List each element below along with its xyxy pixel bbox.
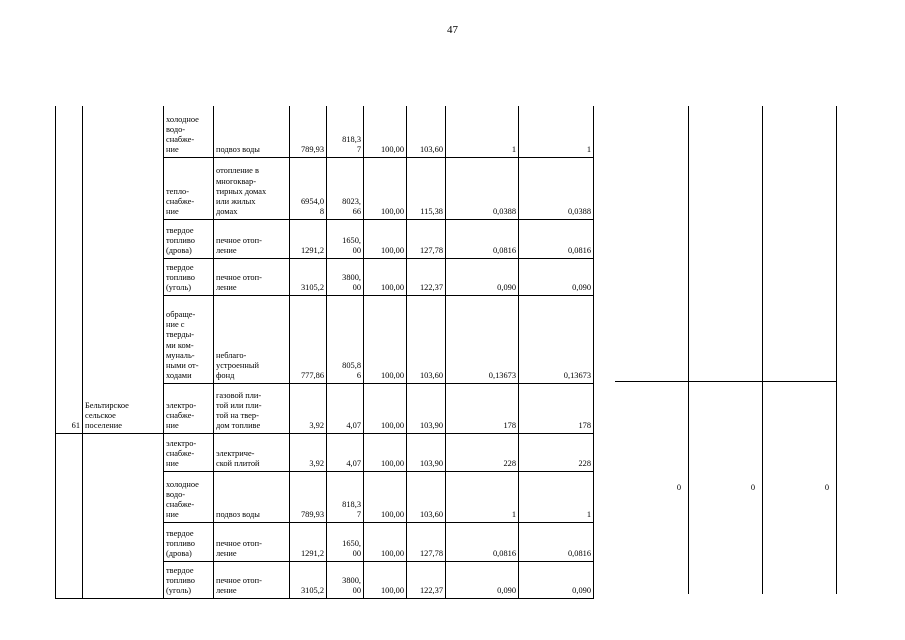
table-row xyxy=(56,433,594,471)
cell-v6: 0,0816 xyxy=(519,522,594,561)
cell-num xyxy=(56,258,83,295)
cell-v6: 1 xyxy=(519,106,594,157)
cell-v4: 103,60 xyxy=(407,106,446,157)
cell-v1: 789,93 xyxy=(290,106,327,157)
cell-num: 61 xyxy=(56,383,83,433)
table-row xyxy=(56,471,594,522)
cell-direction: печное отоп- ление xyxy=(214,522,290,561)
cell-v6: 228 xyxy=(519,433,594,471)
cell-v4: 103,90 xyxy=(407,383,446,433)
cell-name xyxy=(83,258,164,295)
table-row xyxy=(56,522,594,561)
cell-num xyxy=(56,157,83,219)
cell-v2: 3800, 00 xyxy=(327,258,364,295)
cell-name xyxy=(83,561,164,598)
cell-v1: 3,92 xyxy=(290,433,327,471)
cell-name xyxy=(83,219,164,258)
cell-service: холодное водо- снабже- ние xyxy=(164,106,214,157)
cell-v2: 1650, 00 xyxy=(327,219,364,258)
cell-name xyxy=(83,433,164,471)
cell-direction: печное отоп- ление xyxy=(214,561,290,598)
cell-v4: 127,78 xyxy=(407,522,446,561)
table-row xyxy=(56,383,594,433)
cell-v1: 3105,2 xyxy=(290,561,327,598)
cell-v4: 103,60 xyxy=(407,471,446,522)
cell-v1: 789,93 xyxy=(290,471,327,522)
column-divider xyxy=(762,106,763,594)
cell-v4: 103,90 xyxy=(407,433,446,471)
cell-service: электро- снабже- ние xyxy=(164,433,214,471)
cell-num xyxy=(56,561,83,598)
cell-v5: 0,090 xyxy=(446,258,519,295)
cell-v6: 0,090 xyxy=(519,561,594,598)
cell-name xyxy=(83,106,164,157)
cell-name xyxy=(83,522,164,561)
cell-v1: 1291,2 xyxy=(290,219,327,258)
cell-direction: газовой пли- той или пли- той на твер- дом топливе xyxy=(214,383,290,433)
group-top-border xyxy=(615,381,837,382)
cell-num xyxy=(56,106,83,157)
cell-v3: 100,00 xyxy=(364,471,407,522)
cell-v1: 3105,2 xyxy=(290,258,327,295)
cell-service: твердое топливо (дрова) xyxy=(164,522,214,561)
cell-direction: печное отоп- ление xyxy=(214,258,290,295)
cell-v2: 4,07 xyxy=(327,383,364,433)
cell-service: тепло- снабже- ние xyxy=(164,157,214,219)
cell-v3: 100,00 xyxy=(364,295,407,383)
column-divider xyxy=(836,106,837,594)
cell-num xyxy=(56,433,83,471)
cell-v4: 127,78 xyxy=(407,219,446,258)
cell-v2: 818,3 7 xyxy=(327,106,364,157)
cell-service: электро- снабже- ние xyxy=(164,383,214,433)
cell-num xyxy=(56,219,83,258)
cell-name xyxy=(83,471,164,522)
cell-service: холодное водо- снабже- ние xyxy=(164,471,214,522)
side-value: 0 xyxy=(750,483,756,492)
cell-v5: 1 xyxy=(446,106,519,157)
cell-service: твердое топливо (уголь) xyxy=(164,561,214,598)
cell-v4: 115,38 xyxy=(407,157,446,219)
cell-v2: 3800, 00 xyxy=(327,561,364,598)
cell-v1: 3,92 xyxy=(290,383,327,433)
cell-v3: 100,00 xyxy=(364,219,407,258)
cell-v5: 178 xyxy=(446,383,519,433)
cell-num xyxy=(56,295,83,383)
cell-v3: 100,00 xyxy=(364,157,407,219)
cell-v3: 100,00 xyxy=(364,106,407,157)
page-number: 47 xyxy=(447,24,458,36)
cell-name: Бельтирское сельское поселение xyxy=(83,383,164,433)
column-divider xyxy=(688,106,689,594)
cell-v2: 818,3 7 xyxy=(327,471,364,522)
cell-v1: 777,86 xyxy=(290,295,327,383)
cell-v2: 1650, 00 xyxy=(327,522,364,561)
table-row xyxy=(56,295,594,383)
cell-direction: подвоз воды xyxy=(214,106,290,157)
cell-v5: 0,0388 xyxy=(446,157,519,219)
cell-num xyxy=(56,471,83,522)
cell-v3: 100,00 xyxy=(364,522,407,561)
cell-v6: 178 xyxy=(519,383,594,433)
cell-name xyxy=(83,157,164,219)
cell-service: твердое топливо (дрова) xyxy=(164,219,214,258)
table-row xyxy=(56,258,594,295)
cell-v2: 805,8 6 xyxy=(327,295,364,383)
cell-name xyxy=(83,295,164,383)
side-value: 0 xyxy=(824,483,830,492)
cell-v5: 1 xyxy=(446,471,519,522)
cell-v6: 1 xyxy=(519,471,594,522)
cell-service: твердое топливо (уголь) xyxy=(164,258,214,295)
cell-v5: 0,13673 xyxy=(446,295,519,383)
cell-v3: 100,00 xyxy=(364,433,407,471)
table-row xyxy=(56,219,594,258)
cell-direction: электриче- ской плитой xyxy=(214,433,290,471)
cell-v6: 0,0388 xyxy=(519,157,594,219)
side-value: 0 xyxy=(676,483,682,492)
cell-direction: печное отоп- ление xyxy=(214,219,290,258)
cell-v2: 4,07 xyxy=(327,433,364,471)
cell-v6: 0,0816 xyxy=(519,219,594,258)
table-body xyxy=(56,106,594,598)
cell-v3: 100,00 xyxy=(364,561,407,598)
cell-num xyxy=(56,522,83,561)
cell-v4: 122,37 xyxy=(407,561,446,598)
cell-direction: подвоз воды xyxy=(214,471,290,522)
cell-v6: 0,13673 xyxy=(519,295,594,383)
cell-service: обраще- ние с тверды- ми ком- муналь- ными от- ходами xyxy=(164,295,214,383)
cell-v1: 6954,0 8 xyxy=(290,157,327,219)
tariff-table xyxy=(55,106,594,599)
cell-direction: отопление в многоквар- тирных домах или жилых домах xyxy=(214,157,290,219)
cell-v4: 103,60 xyxy=(407,295,446,383)
cell-v5: 0,0816 xyxy=(446,219,519,258)
cell-v6: 0,090 xyxy=(519,258,594,295)
cell-v1: 1291,2 xyxy=(290,522,327,561)
cell-v4: 122,37 xyxy=(407,258,446,295)
table-row xyxy=(56,157,594,219)
cell-v2: 8023, 66 xyxy=(327,157,364,219)
cell-direction: неблаго- устроенный фонд xyxy=(214,295,290,383)
cell-v5: 0,0816 xyxy=(446,522,519,561)
cell-v5: 0,090 xyxy=(446,561,519,598)
table-row xyxy=(56,106,594,157)
cell-v3: 100,00 xyxy=(364,258,407,295)
cell-v5: 228 xyxy=(446,433,519,471)
cell-v3: 100,00 xyxy=(364,383,407,433)
table-row xyxy=(56,561,594,598)
